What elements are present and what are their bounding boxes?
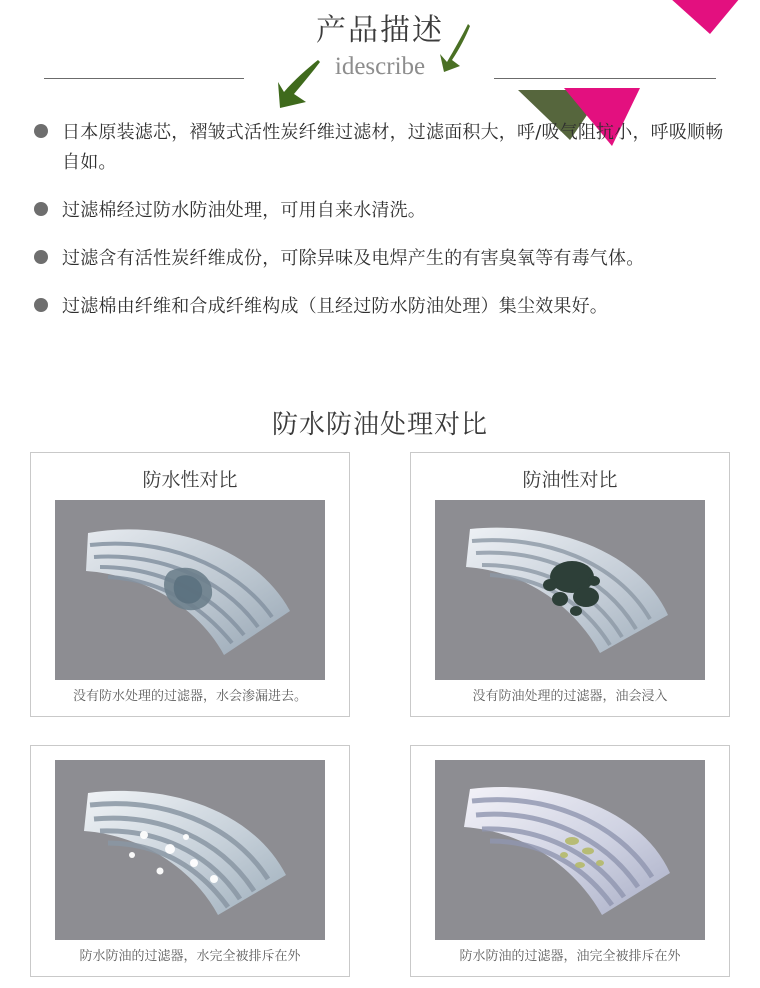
comparison-card-oil-treated <box>410 745 730 977</box>
bullet-dot-icon <box>34 250 48 264</box>
arrow-green-large-icon <box>276 58 322 114</box>
bullet-dot-icon <box>34 298 48 312</box>
card-caption: 防水防油的过滤器，水完全被排斥在外 <box>79 948 301 964</box>
list-item <box>0 196 760 226</box>
pleated-filter-illustration <box>454 515 686 665</box>
card-title: 防水性对比 <box>142 469 238 491</box>
bullet-dot-icon <box>34 202 48 216</box>
list-item <box>0 244 760 274</box>
list-item <box>0 292 760 322</box>
page-title-en: idescribe <box>334 53 426 80</box>
card-title: 防油性对比 <box>522 469 618 491</box>
list-item-label: 过滤含有活性炭纤维成份，可除异味及电焊产生的有害臭氧等有毒气体。 <box>62 248 645 269</box>
filter-photo <box>55 760 325 940</box>
card-caption: 没有防油处理的过滤器，油会浸入 <box>472 689 668 704</box>
list-item <box>0 118 760 178</box>
page-title-cn: 产品描述 <box>316 13 444 48</box>
page-header <box>0 0 760 108</box>
pleated-filter-illustration <box>74 775 306 925</box>
filter-photo <box>435 500 705 680</box>
bullet-dot-icon <box>34 124 48 138</box>
section-title: 防水防油处理对比 <box>271 410 488 440</box>
triangle-pink-top-icon <box>670 0 740 34</box>
comparison-card-water-untreated <box>30 452 350 717</box>
card-caption: 没有防水处理的过滤器，水会渗漏进去。 <box>72 689 307 704</box>
feature-list <box>0 118 760 340</box>
comparison-grid <box>30 452 730 977</box>
comparison-card-oil-untreated <box>410 452 730 717</box>
card-caption: 防水防油的过滤器，油完全被排斥在外 <box>459 948 681 964</box>
filter-photo <box>55 500 325 680</box>
list-item-label: 过滤棉由纤维和合成纤维构成（且经过防水防油处理）集尘效果好。 <box>62 296 608 317</box>
pleated-filter-illustration <box>454 775 686 925</box>
list-item-label: 过滤棉经过防水防油处理，可用自来水清洗。 <box>62 200 426 221</box>
filter-photo <box>435 760 705 940</box>
pleated-filter-illustration <box>74 515 306 665</box>
list-item-label: 日本原装滤芯，褶皱式活性炭纤维过滤材，过滤面积大，呼/吸气阻抗小，呼吸顺畅自如。 <box>62 122 724 173</box>
arrow-green-small-icon <box>438 22 472 74</box>
comparison-card-water-treated <box>30 745 350 977</box>
page-title <box>0 13 760 80</box>
